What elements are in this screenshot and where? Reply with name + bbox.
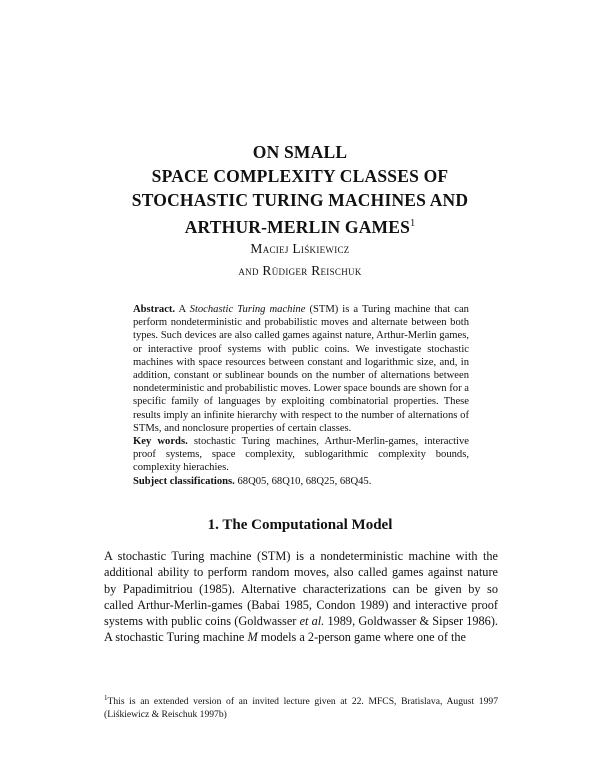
abstract-term: Stochastic Turing machine (189, 304, 306, 315)
keywords-label: Key words. (133, 436, 188, 448)
footnote-text: This is an extended version of an invited lecture given at 22. MFCS, Bratislava, August 1997 (Liśkiewicz & Reischuk 1997b) (104, 696, 498, 720)
subject-text: 68Q05, 68Q10, 68Q25, 68Q45. (237, 475, 372, 487)
body-paragraph (104, 548, 498, 646)
footnote-mark: 1 (104, 694, 108, 702)
body-text-run: A stochastic Turing machine (STM) is a nondeterministic machine with the additional ability to perform random moves, also called games against nature by Papadimitriou (1985). Alternative characterizations can be given by so called Arthur-Merlin-games (Babai 1985, Condon 1989) and interactive proof systems with public coins (Goldwasser (104, 549, 498, 629)
abstract-block (133, 303, 469, 488)
abstract-text: A (178, 304, 186, 315)
subject-paragraph (133, 475, 469, 488)
keywords-paragraph (133, 435, 469, 475)
title-line (60, 212, 540, 239)
body-italic: et al. (299, 614, 325, 629)
title-line: SPACE COMPLEXITY CLASSES OF (151, 166, 449, 186)
author-name: Maciej Liśkiewicz (250, 241, 350, 256)
abstract-paragraph (133, 303, 469, 435)
body-text-run: models a 2-person game where one of the (260, 630, 467, 645)
footnote (104, 692, 498, 721)
body-text-run: 1989, Goldwasser & Sipser 1986). A stochastic Turing machine (104, 614, 498, 645)
section-heading: 1. The Computational Model (207, 517, 393, 533)
body-text (104, 548, 498, 646)
author-name: and Rüdiger Reischuk (238, 263, 362, 278)
title-line-text: ARTHUR-MERLIN GAMES (184, 217, 411, 237)
title-footnote-mark: 1 (410, 218, 416, 229)
abstract-label: Abstract. (133, 304, 176, 315)
paper-title (60, 140, 540, 239)
title-line: STOCHASTIC TURING MACHINES AND (131, 190, 469, 210)
author-block (60, 238, 540, 282)
abstract-text: (STM) is a Turing machine that can perform nondeterministic and probabilistic moves and alternate between both types. Such devices are also called games against nature, Arthur-Merlin games, or interactive proof systems with public coins. We investigate stochastic machines with space resources between constant and logarithmic size, and, in addition, constant or sublinear bounds on the number of alternations between nondeterministic and probabilistic moves. Lower space bounds are shown for a specific family of languages by exploiting combinatorial properties. These results imply an infinite hierarchy with respect to the number of alternations of STMs, and nonclosure properties of certain classes. (133, 304, 469, 434)
body-variable: M (247, 630, 258, 645)
subject-label: Subject classifications. (133, 475, 235, 487)
keywords-text: stochastic Turing machines, Arthur-Merlin-games, interactive proof systems, space complexity, sublogarithmic complexity bounds, complexity hierachies. (133, 436, 469, 474)
title-line: ON SMALL (252, 142, 348, 162)
